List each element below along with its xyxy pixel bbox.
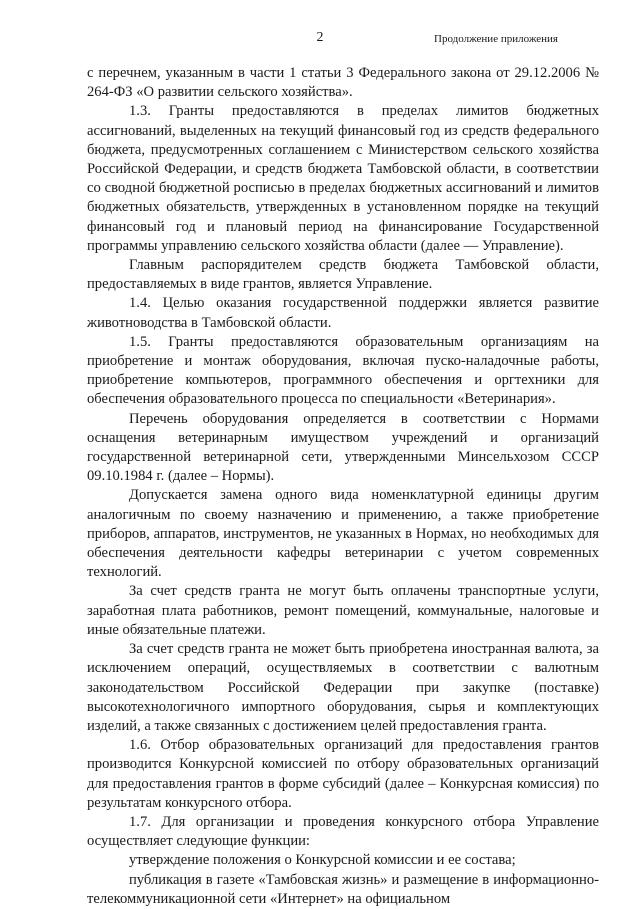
paragraph-1-7: 1.7. Для организации и проведения конкурсного отбора Управление осуществляет следующие функции:	[87, 813, 599, 850]
paragraph-1-6: 1.6. Отбор образовательных организаций для предоставления грантов производится Конкурсной комиссией по отбору образовательных организаций для предоставления грантов в форме субсидий (далее – Конкурсная комиссия) по результатам конкурсного отбора.	[87, 737, 599, 811]
paragraph-main-manager: Главным распорядителем средств бюджета Тамбовской области, предоставляемых в виде грантов, является Управление.	[87, 257, 599, 293]
paragraph-1-4: 1.4. Целью оказания государственной поддержки является развитие животноводства в Тамбовской области.	[87, 295, 599, 331]
continuation-note: Продолжение приложения	[434, 33, 558, 45]
paragraph-not-paid: За счет средств гранта не могут быть оплачены транспортные услуги, заработная плата работников, ремонт помещений, коммунальные, налоговые и иные обязательные платежи.	[87, 583, 599, 638]
page-number: 2	[316, 30, 324, 45]
paragraph-function-1: утверждение положения о Конкурсной комиссии и ее состава;	[129, 852, 516, 869]
paragraph-equipment-list: Перечень оборудования определяется в соответствии с Нормами оснащения ветеринарным имуществом учреждений и организаций государственной ветеринарной сети, утвержденными Минсельхозом СССР 09.10.1984 г. (далее – Нормы).	[87, 410, 599, 485]
paragraph-replacement: Допускается замена одного вида номенклатурной единицы другим аналогичным по своему назначению и применению, а также приобретение приборов, аппаратов, инструментов, не указанных в Нормах, но необходимых для обеспечения деятельности кафедры ветеринарии с учетом современных технологий.	[87, 487, 599, 581]
paragraph-continuation: с перечнем, указанным в части 1 статьи 3 Федерального закона от 29.12.2006 № 264-ФЗ «О развитии сельского хозяйства».	[87, 65, 599, 101]
document-body	[87, 64, 599, 909]
paragraph-function-2: публикация в газете «Тамбовская жизнь» и размещение в информационно-телекоммуникационной сети «Интернет» на официальном	[87, 871, 599, 907]
paragraph-1-5: 1.5. Гранты предоставляются образовательным организациям на приобретение и монтаж оборудования, включая пуско-наладочные работы, приобретение компьютеров, программного обеспечения и оргтехники для обеспечения образовательного процесса по специальности «Ветеринария».	[87, 333, 599, 408]
paragraph-currency: За счет средств гранта не может быть приобретена иностранная валюта, за исключением операций, осуществляемых в соответствии с валютным законодательством Российской Федерации при закупке (поставке) высокотехнологичного импортного оборудования, сырья и комплектующих изделий, а также связанных с достижением целей предоставления гранта.	[87, 641, 599, 734]
paragraph-1-3: 1.3. Гранты предоставляются в пределах лимитов бюджетных ассигнований, выделенных на текущий финансовый год из средств федерального бюджета, предусмотренных соглашением с Министерством сельского хозяйства Российской Федерации, и средств бюджета Тамбовской области, в соответствии со сводной бюджетной росписью в пределах бюджетных ассигнований и лимитов бюджетных обязательств, утвержденных в установленном порядке на текущий финансовый год и плановый период на финансирование Государственной программы управлению сельского хозяйства области (далее — Управление).	[87, 103, 599, 254]
